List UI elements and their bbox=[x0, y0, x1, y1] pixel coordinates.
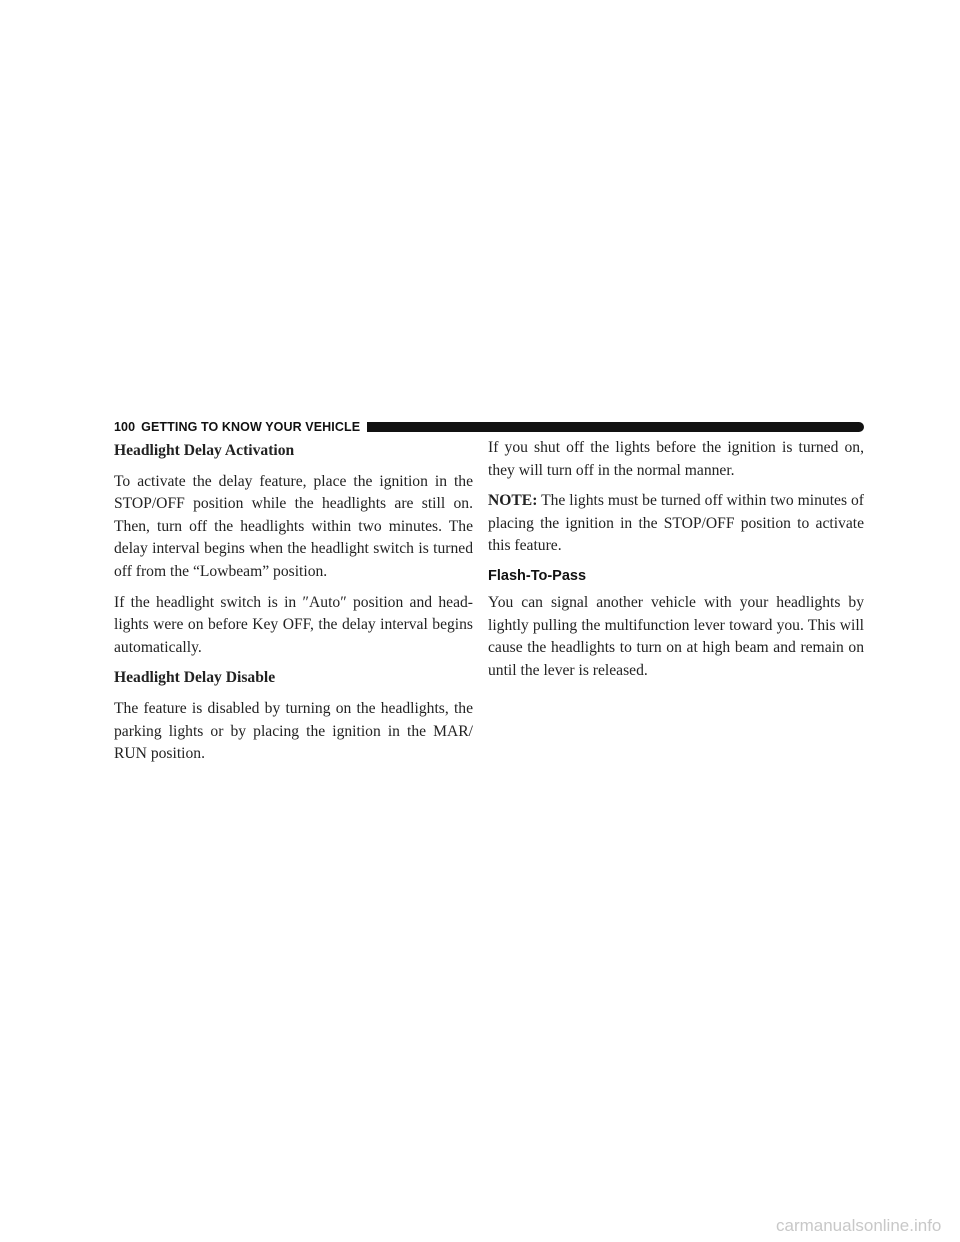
heading-headlight-delay-disable: Headlight Delay Disable bbox=[114, 669, 276, 687]
heading-flash-to-pass: Flash-To-Pass bbox=[488, 567, 587, 584]
left-column bbox=[114, 440, 473, 774]
note-label: NOTE: bbox=[488, 492, 538, 510]
right-column bbox=[488, 437, 864, 690]
heading-headlight-delay-activation: Headlight Delay Activation bbox=[114, 442, 295, 459]
header-rule bbox=[367, 422, 864, 432]
page-header bbox=[114, 420, 864, 434]
note-text: The lights must be turned off within two minutes of placing the ignition in the STOP/OFF position to activate this feature. bbox=[488, 492, 864, 555]
paragraph-auto-position: If the headlight switch is in ″Auto″ position and head-lights were on before Key OFF, the delay interval begins automatically. bbox=[114, 593, 473, 656]
page-number: 100 bbox=[114, 420, 136, 434]
paragraph-activation-instructions: To activate the delay feature, place the ignition in the STOP/OFF position while the headlights are still on. Then, turn off the headlights within two minutes. The delay interval begins when the headlight switch is turned off from the “Lowbeam” position. bbox=[114, 472, 473, 580]
paragraph-lights-off: If you shut off the lights before the ignition is turned on, they will turn off in the normal manner. bbox=[488, 439, 864, 479]
paragraph-flash-to-pass: You can signal another vehicle with your headlights by lightly pulling the multifunction lever toward you. This will cause the headlights to turn on at high beam and remain on until the lever is released. bbox=[488, 593, 864, 679]
section-title: GETTING TO KNOW YOUR VEHICLE bbox=[141, 420, 361, 434]
paragraph-disable: The feature is disabled by turning on the headlights, the parking lights or by placing the ignition in the MAR/ RUN position. bbox=[114, 699, 473, 763]
watermark-text: carmanualsonline.info bbox=[776, 1216, 942, 1235]
note-paragraph bbox=[488, 490, 864, 558]
